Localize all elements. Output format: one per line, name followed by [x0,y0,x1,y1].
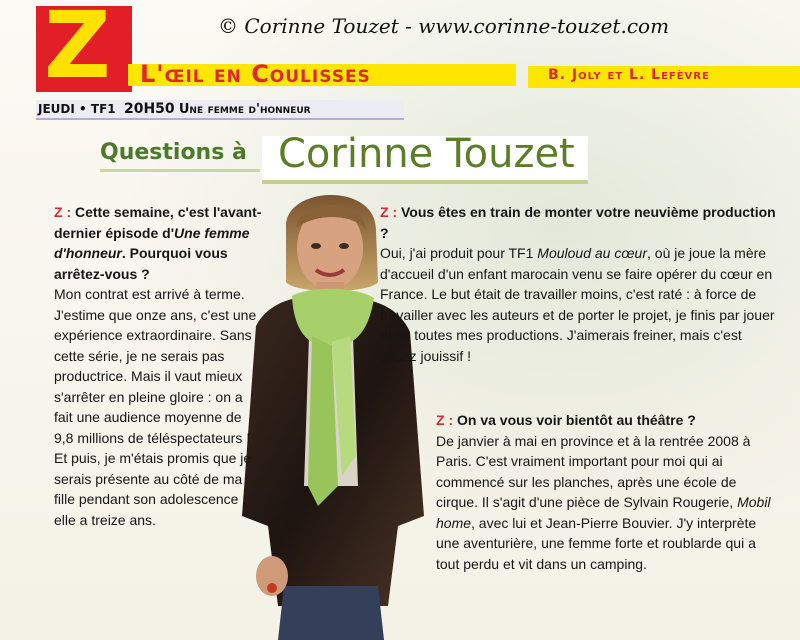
program-show: Une femme d'honneur [178,102,311,117]
interview-q1 [54,202,264,530]
q3-answer-b: , avec lui et Jean-Pierre Bouvier. J'y interprète une aventurière, une femme forte et roublarde qui a tout perdu et vit dans un camping. [436,514,757,572]
q3-answer-a: De janvier à mai en province et à la rentrée 2008 à Paris. C'est vraiment important pour moi qui ai commencé sur les planches, après une école de cirque. Il s'agit d'une pièce de Sylvain Rougerie, [436,432,751,510]
rubric-title: L'œil en Coulisses [140,60,371,88]
q2-marker: Z : [380,204,398,220]
q1-answer: Mon contrat est arrivé à terme. J'estime que onze ans, c'est une expérience extraordinaire. Sans cette série, je ne serais pas productrice. Mais il vaut mieux s'arrêter en pleine gloire : on a fait une audience moyenne de 9,8 millions de téléspectateurs ! Et puis, je m'étais promis que je serais présente au côté de ma fille pendant son adolescence : elle a treize ans. [54,286,257,528]
interviewee-name: Corinne Touzet [278,131,575,177]
questions-label: Questions à [100,140,247,165]
q1-question-b: . Pourquoi vous arrêtez-vous ? [54,245,228,282]
q3-answer-title: Mobil home [436,494,771,531]
magazine-logo [36,0,132,99]
questions-underline [100,169,260,172]
q3-question: On va vous voir bientôt au théâtre ? [457,412,696,428]
q1-question-a: Cette semaine, c'est l'avant-dernier épisode d' [54,204,262,241]
program-time: 20H50 [123,101,175,117]
q3-marker: Z : [436,412,454,428]
logo-letter: Z [44,0,111,99]
interview-q3 [436,410,776,574]
q2-question: Vous êtes en train de monter votre neuvième production ? [380,204,776,241]
program-info [38,101,311,117]
program-day: JEUDI [38,102,75,116]
q2-answer-title: Mouloud au cœur [537,245,647,261]
copyright-notice: © Corinne Touzet - www.corinne-touzet.com [218,14,670,38]
program-channel: TF1 [90,102,116,116]
q2-answer-b: , où je joue la mère d'accueil d'un enfant marocain venu se faire opérer du cœur en France. Le but était de travailler moins, c'est raté : à force de travailler avec les auteurs et de porter le projet, je finis par jouer dans toutes mes productions. J'aimerais freiner, mais c'est assez jouissif ! [380,245,775,364]
authors-byline: B. Joly et L. Lefèvre [548,67,710,83]
interview-q2 [380,202,780,366]
q1-marker: Z : [54,204,72,220]
program-sep: • [79,102,87,116]
q2-answer-a: Oui, j'ai produit pour TF1 [380,245,538,261]
q1-question-title: Une femme d'honneur [54,224,250,261]
